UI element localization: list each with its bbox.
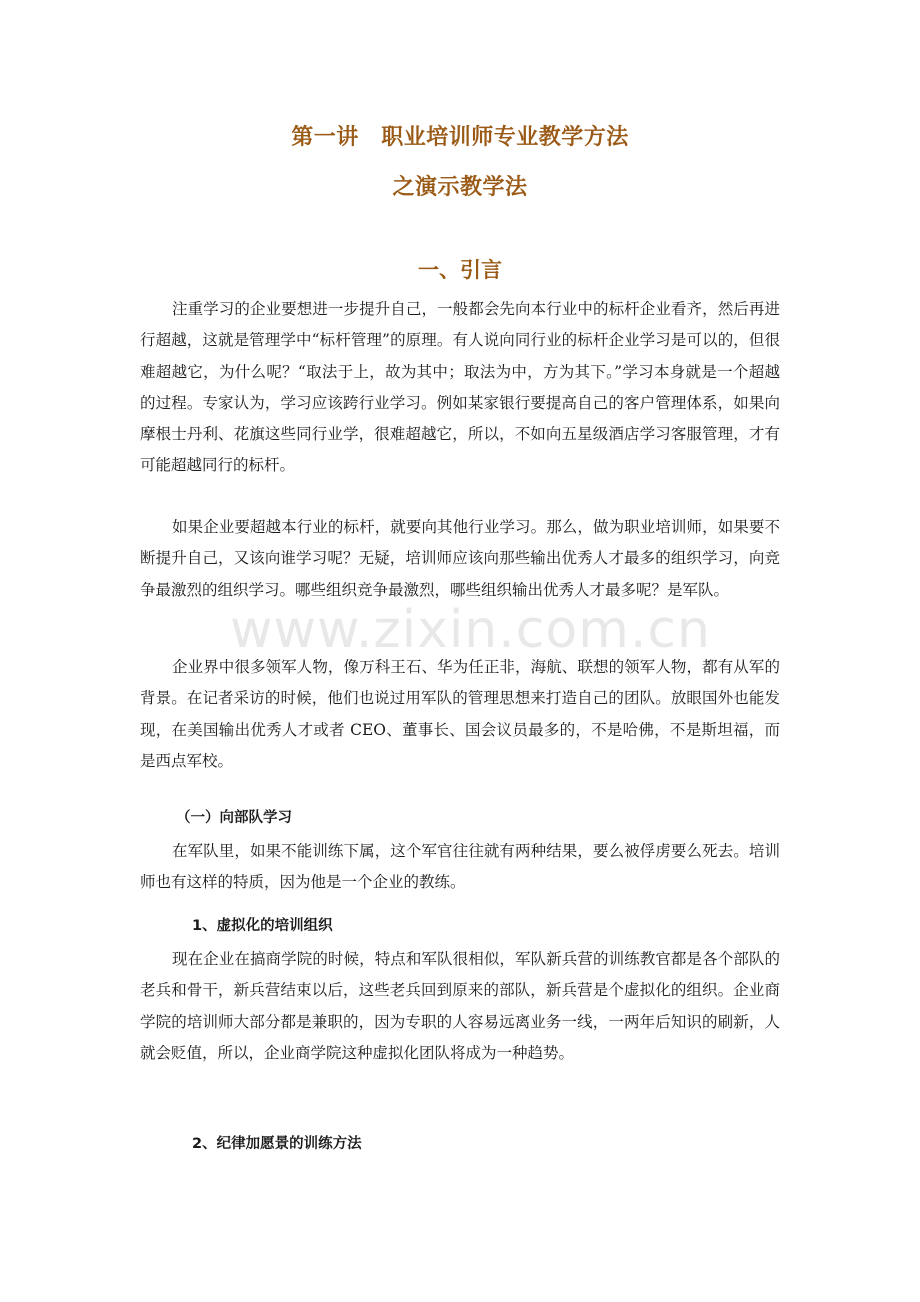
paragraph-5: 现在企业在搞商学院的时候，特点和军队很相似，军队新兵营的训练教官都是各个部队的老兵和骨干，新兵营结束以后，这些老兵回到原来的部队，新兵营是个虚拟化的组织。企业商学院的培训师大部分都是兼职的，因为专职的人容易远离业务一线，一两年后知识的刷新，人就会贬值，所以，企业商学院这种虚拟化团队将成为一种趋势。 bbox=[140, 950, 780, 1062]
subheading-discipline-vision-method: 2、纪律加愿景的训练方法 bbox=[192, 1136, 362, 1152]
paragraph-4: 在军队里，如果不能训练下属，这个军官往往就有两种结果，要么被俘虏要么死去。培训师也有这样的特质，因为他是一个企业的教练。 bbox=[140, 842, 780, 892]
title-line-2: 之演示教学法 bbox=[392, 175, 528, 200]
section-title: 一、引言 bbox=[418, 258, 502, 282]
paragraph-2: 如果企业要超越本行业的标杆，就要向其他行业学习。那么，做为职业培训师，如果要不断提升自己，又该向谁学习呢？无疑，培训师应该向那些输出优秀人才最多的组织学习，向竞争最激烈的组织学习。哪些组织竞争最激烈，哪些组织输出优秀人才最多呢？是军队。 bbox=[140, 518, 780, 599]
subheading-learn-from-army: （一）向部队学习 bbox=[176, 810, 292, 826]
subheading-virtual-training-org: 1、虚拟化的培训组织 bbox=[192, 918, 333, 934]
title-line-1: 第一讲 职业培训师专业教学方法 bbox=[291, 125, 629, 150]
paragraph-1: 注重学习的企业要想进一步提升自己，一般都会先向本行业中的标杆企业看齐，然后再进行超越，这就是管理学中“标杆管理”的原理。有人说向同行业的标杆企业学习是可以的，但很难超越它，为什么呢？“取法于上，故为其中；取法为中，方为其下。”学习本身就是一个超越的过程。专家认为，学习应该跨行业学习。例如某家银行要提高自己的客户管理体系，如果向摩根士丹利、花旗这些同行业学，很难超越它，所以，不如向五星级酒店学习客服管理，才有可能超越同行的标杆。 bbox=[140, 300, 780, 475]
paragraph-3: 企业界中很多领军人物，像万科王石、华为任正非，海航、联想的领军人物，都有从军的背景。在记者采访的时候，他们也说过用军队的管理思想来打造自己的团队。放眼国外也能发现，在美国输出优秀人才或者 CEO、董事长、国会议员最多的，不是哈佛，不是斯坦福，而是西点军校。 bbox=[140, 658, 780, 770]
watermark: www.zixin.com.cn bbox=[230, 600, 711, 660]
